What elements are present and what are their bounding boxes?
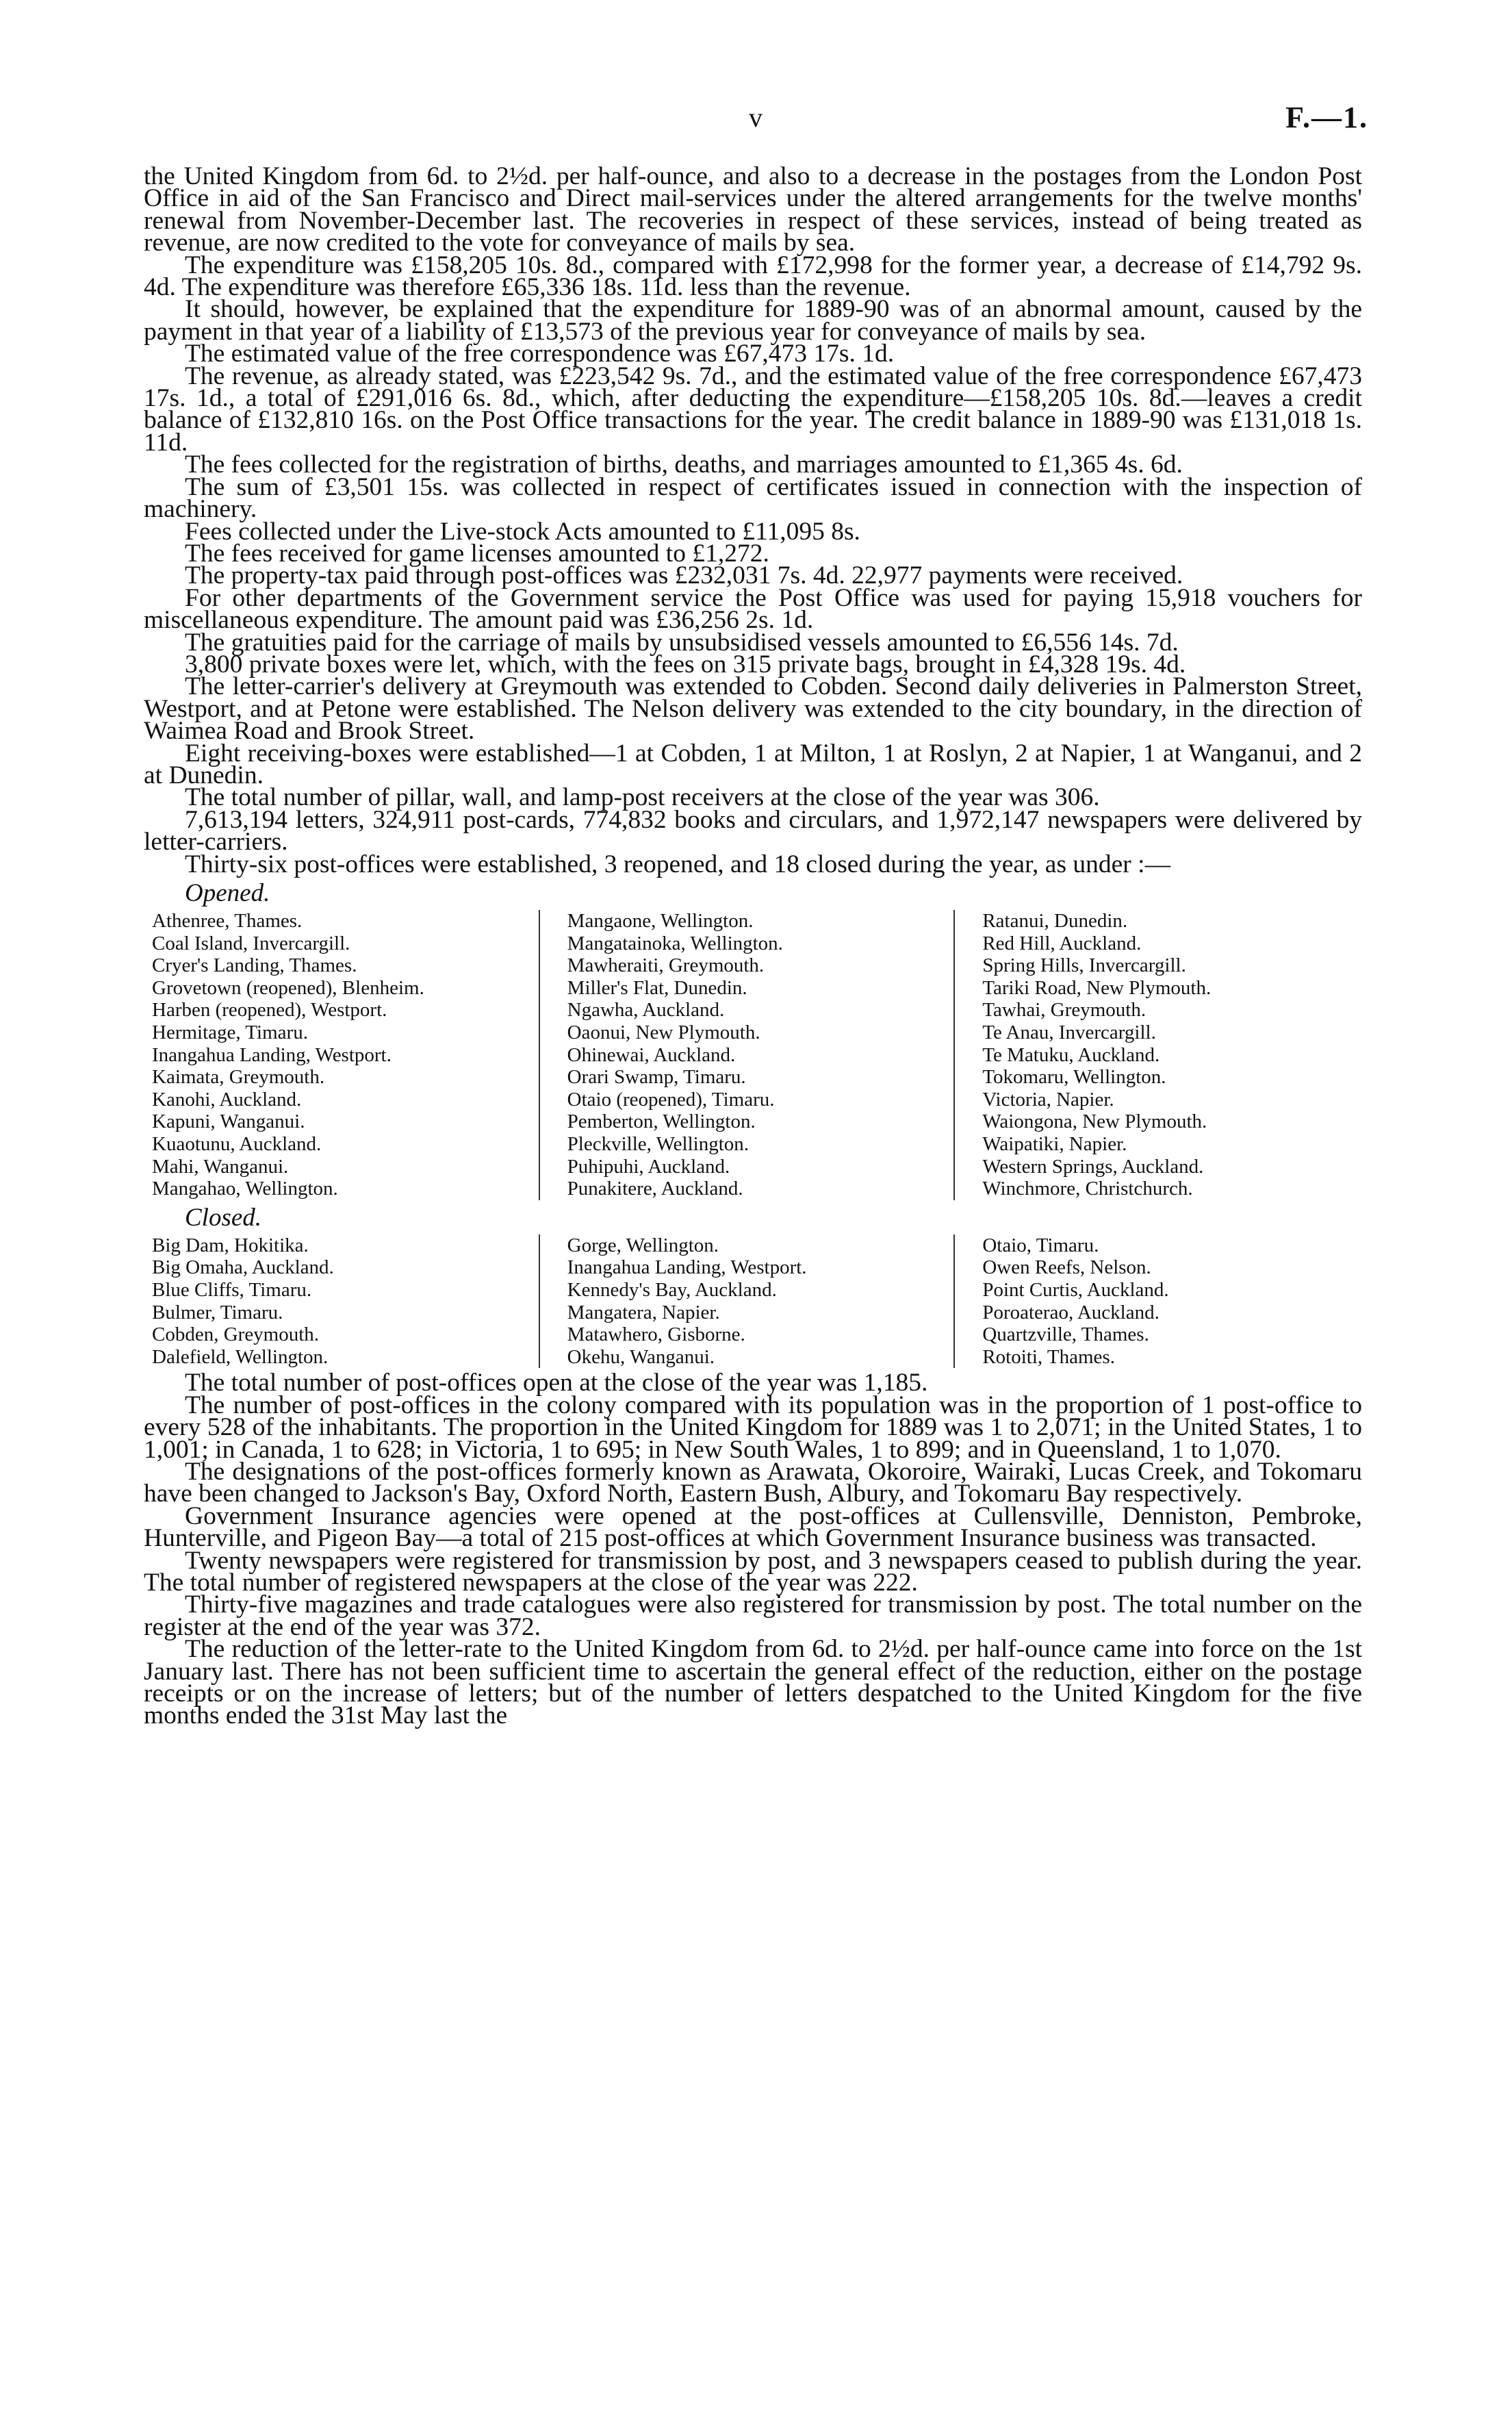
list-item: Matawhero, Gisborne.	[567, 1323, 745, 1346]
paragraph: 3,800 private boxes were let, which, with the fees on 315 private bags, brought in £4,328 19s. 4d.	[185, 650, 1186, 679]
list-item: Oaonui, New Plymouth.	[567, 1021, 760, 1043]
list-item: Western Springs, Auckland.	[982, 1155, 1204, 1178]
paragraph: The estimated value of the free correspondence was £67,473 17s. 1d.	[185, 340, 895, 368]
paragraph: The gratuities paid for the carriage of mails by unsubsidised vessels amounted to £6,556 14s. 7d.	[185, 628, 1179, 657]
paragraph: 7,613,194 letters, 324,911 post-cards, 774,832 books and circulars, and 1,972,147 newspapers were delivered by letter-carriers.	[144, 805, 1362, 857]
list-item: Pemberton, Wellington.	[567, 1111, 756, 1133]
paragraph: Government Insurance agencies were opened at the post-offices at Cullensville, Denniston, Pembroke, Hunterville, and Pigeon Bay—a total of 215 post-offices at which Government Insurance business was transacted.	[144, 1501, 1362, 1553]
paragraph: Eight receiving-boxes were established—1 at Cobden, 1 at Milton, 1 at Roslyn, 2 at Napier, 1 at Wanganui, and 2 at Dunedin.	[144, 739, 1362, 789]
list-item: Dalefield, Wellington.	[152, 1345, 329, 1368]
list-item: Big Dam, Hokitika.	[152, 1234, 309, 1256]
list-item: Athenree, Thames.	[152, 910, 303, 932]
list-item: Puhipuhi, Auckland.	[567, 1155, 730, 1178]
paragraphs-after-lists	[144, 1369, 1362, 1730]
paragraph: Thirty-five magazines and trade catalogues were also registered for transmission by post. The total number on the register at the end of the year was 372.	[144, 1590, 1362, 1641]
list-item: Victoria, Napier.	[982, 1088, 1114, 1111]
list-item: Ngawha, Auckland.	[567, 999, 725, 1022]
list-item: Spring Hills, Invercargill.	[982, 954, 1186, 977]
list-item: Inangahua Landing, Westport.	[567, 1256, 807, 1279]
list-item: Mangaone, Wellington.	[567, 910, 754, 932]
list-item: Kanohi, Auckland.	[152, 1088, 302, 1111]
list-column	[953, 1234, 1362, 1369]
paragraph: The total number of pillar, wall, and lamp-post receivers at the close of the year was 306.	[185, 783, 1100, 812]
list-item: Tariki Road, New Plymouth.	[982, 976, 1212, 999]
page-number: v	[749, 102, 763, 133]
list-item: Coal Island, Invercargill.	[152, 932, 350, 954]
paragraph: The expenditure was £158,205 10s. 8d., compared with £172,998 for the former year, a decrease of £14,792 9s. 4d. The expenditure was therefore £65,336 18s. 11d. less than the revenue.	[144, 251, 1362, 302]
list-item: Owen Reefs, Nelson.	[982, 1256, 1151, 1279]
paragraph: The designations of the post-offices formerly known as Arawata, Okoroire, Wairaki, Lucas Creek, and Tokomaru have been changed to Jackson's Bay, Oxford North, Eastern Bush, Albury, and Tokomaru Bay respectively.	[144, 1457, 1362, 1508]
list-item: Mangahao, Wellington.	[152, 1178, 338, 1200]
post-office-lists	[144, 878, 1362, 1368]
list-item: Mangatainoka, Wellington.	[567, 932, 783, 954]
list-item: Mawheraiti, Greymouth.	[567, 954, 765, 977]
paragraph: The total number of post-offices open at the close of the year was 1,185.	[185, 1369, 928, 1397]
list-item: Ratanui, Dunedin.	[982, 910, 1128, 932]
list-item: Ohinewai, Auckland.	[567, 1043, 736, 1066]
paragraph: The property-tax paid through post-offices was £232,031 7s. 4d. 22,977 payments were received.	[185, 561, 1183, 590]
list-item: Punakitere, Auckland.	[567, 1178, 743, 1200]
list-item: Waipatiki, Napier.	[982, 1132, 1127, 1155]
list-item: Blue Cliffs, Timaru.	[152, 1278, 312, 1301]
list-item: Quartzville, Thames.	[982, 1323, 1149, 1346]
list-item: Mangatera, Napier.	[567, 1301, 720, 1323]
list-item: Cryer's Landing, Thames.	[152, 954, 357, 977]
list-item: Otaio, Timaru.	[982, 1234, 1099, 1256]
list-column	[144, 910, 532, 1200]
list-item: Gorge, Wellington.	[567, 1234, 719, 1256]
list-item: Okehu, Wanganui.	[567, 1345, 715, 1368]
list-item: Grovetown (reopened), Blenheim.	[152, 976, 424, 999]
list-column	[539, 1234, 947, 1369]
paragraph: Twenty newspapers were registered for transmission by post, and 3 newspapers ceased to publish during the year. The total number of registered newspapers at the close of the year was 222.	[144, 1546, 1362, 1597]
opened-offices-table	[144, 910, 1362, 1200]
paragraph: For other departments of the Government service the Post Office was used for paying 15,918 vouchers for miscellaneous expenditure. The amount paid was £36,256 2s. 1d.	[144, 583, 1362, 635]
list-item: Inangahua Landing, Westport.	[152, 1043, 392, 1066]
list-column	[144, 1234, 532, 1369]
list-item: Otaio (reopened), Timaru.	[567, 1088, 775, 1111]
list-item: Rotoiti, Thames.	[982, 1345, 1115, 1368]
list-item: Harben (reopened), Westport.	[152, 999, 387, 1022]
list-column	[953, 910, 1362, 1200]
closed-heading: Closed.	[185, 1203, 262, 1232]
paragraph: The fees collected for the registration of births, deaths, and marriages amounted to £1,365 4s. 6d.	[185, 451, 1183, 479]
list-item: Mahi, Wanganui.	[152, 1155, 289, 1178]
list-column	[539, 910, 947, 1200]
list-item: Kaimata, Greymouth.	[152, 1066, 325, 1089]
closed-offices-table	[144, 1234, 1362, 1369]
paragraph: The sum of £3,501 15s. was collected in respect of certificates issued in connection with the inspection of machinery.	[144, 472, 1362, 524]
list-item: Bulmer, Timaru.	[152, 1301, 283, 1323]
paragraph: The letter-carrier's delivery at Greymouth was extended to Cobden. Second daily deliveries in Palmerston Street, Westport, and at Petone were established. The Nelson delivery was extended to the city boundary, in the direction of Waimea Road and Brook Street.	[144, 672, 1362, 746]
list-item: Kapuni, Wanganui.	[152, 1111, 305, 1133]
list-item: Pleckville, Wellington.	[567, 1132, 749, 1155]
paragraph: the United Kingdom from 6d. to 2½d. per half-ounce, and also to a decrease in the postages from the London Post Office in aid of the San Francisco and Direct mail-services under the altered arrangements for the twelve months' renewal from November-December last. The recoveries in respect of these services, instead of being treated as revenue, are now credited to the vote for conveyance of mails by sea.	[144, 162, 1362, 257]
list-item: Waiongona, New Plymouth.	[982, 1111, 1207, 1133]
paragraph: The reduction of the letter-rate to the United Kingdom from 6d. to 2½d. per half-ounce came into force on the 1st January last. There has not been sufficient time to ascertain the general effect of the reduction, either on the postage receipts or on the increase of letters; but of the number of letters despatched to the United Kingdom for the five months ended the 31st May last the	[144, 1635, 1362, 1730]
list-item: Miller's Flat, Dunedin.	[567, 976, 747, 999]
list-item: Poroaterao, Auckland.	[982, 1301, 1159, 1323]
list-item: Orari Swamp, Timaru.	[567, 1066, 746, 1089]
paragraph: Thirty-six post-offices were established, 3 reopened, and 18 closed during the year, as under :—	[185, 850, 1171, 878]
paragraph: The revenue, as already stated, was £223,542 9s. 7d., and the estimated value of the free correspondence £67,473 17s. 1d., a total of £291,016 6s. 8d., which, after deducting the expenditure—£158,205 10s. 8d.—leaves a credit balance of £132,810 16s. on the Post Office transactions for the year. The credit balance in 1889-90 was £131,018 1s. 11d.	[144, 362, 1362, 457]
list-item: Tawhai, Greymouth.	[982, 999, 1146, 1022]
list-item: Kuaotunu, Auckland.	[152, 1132, 322, 1155]
paragraph: The fees received for game licenses amounted to £1,272.	[185, 539, 769, 568]
list-item: Kennedy's Bay, Auckland.	[567, 1278, 777, 1301]
list-item: Winchmore, Christchurch.	[982, 1178, 1193, 1200]
body-text	[144, 162, 1362, 1730]
paragraph: The number of post-offices in the colony compared with its population was in the proportion of 1 post-office to every 528 of the inhabitants. The proportion in the United Kingdom for 1889 was 1 to 2,071; in the United States, 1 to 1,001; in Canada, 1 to 628; in Victoria, 1 to 695; in New South Wales, 1 to 899; and in Queensland, 1 to 1,070.	[144, 1391, 1362, 1464]
paragraph: It should, however, be explained that the expenditure for 1889-90 was of an abnormal amount, caused by the payment in that year of a liability of £13,573 of the previous year for conveyance of mails by sea.	[144, 295, 1362, 346]
list-item: Red Hill, Auckland.	[982, 932, 1142, 954]
opened-heading: Opened.	[185, 879, 270, 907]
list-item: Tokomaru, Wellington.	[982, 1066, 1166, 1089]
list-item: Te Anau, Invercargill.	[982, 1021, 1156, 1043]
list-item: Hermitage, Timaru.	[152, 1021, 308, 1043]
list-item: Te Matuku, Auckland.	[982, 1043, 1160, 1066]
list-item: Cobden, Greymouth.	[152, 1323, 320, 1346]
list-item: Point Curtis, Auckland.	[982, 1278, 1169, 1301]
list-item: Big Omaha, Auckland.	[152, 1256, 334, 1279]
paragraphs-before-lists	[144, 162, 1362, 878]
document-reference: F.—1.	[1285, 101, 1368, 134]
paragraph: Fees collected under the Live-stock Acts amounted to £11,095 8s.	[185, 517, 860, 546]
